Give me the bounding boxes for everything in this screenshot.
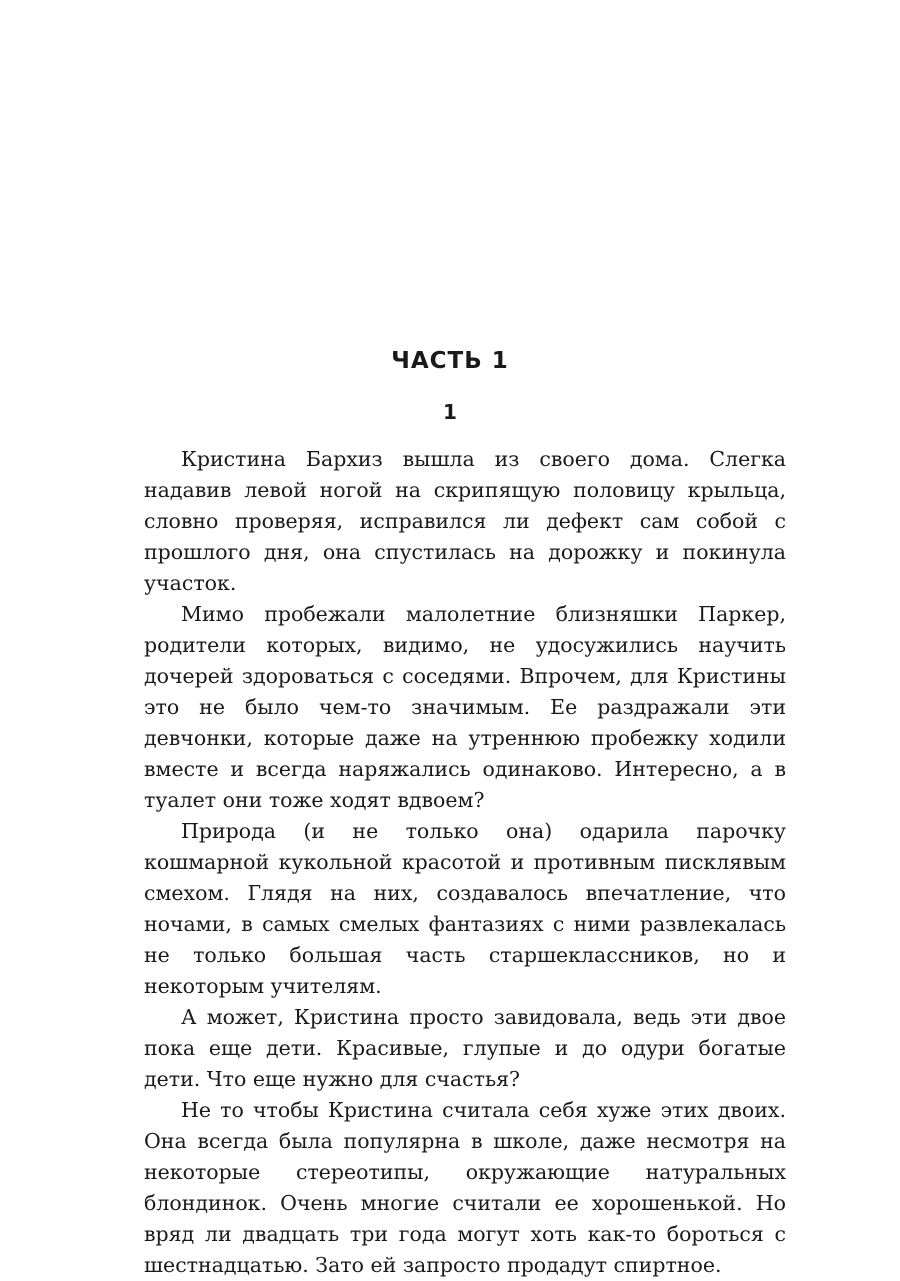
chapter-number: 1 xyxy=(443,400,457,424)
paragraph: Природа (и не только она) одарила парочку кошмарной кукольной красотой и противным писклявым смехом. Глядя на них, создавалось впечатление, что ночами, в самых смелых фантазиях с ними развлекалась не только большая часть старшеклассников, но и некоторым учителям. xyxy=(144,819,786,998)
paragraph: Мимо пробежали малолетние близняшки Паркер, родители которых, видимо, не удосужились научить дочерей здороваться с соседями. Впрочем, для Кристины это не было чем-то значимым. Ее раздражали эти девчонки, которые даже на утреннюю пробежку ходили вместе и всегда наряжались одинаково. Интересно, а в туалет они тоже ходят вдвоем? xyxy=(144,602,786,812)
paragraph: Кристина Бархиз вышла из своего дома. Слегка надавив левой ногой на скрипящую половицу крыльца, словно проверяя, исправился ли дефект сам собой с прошлого дня, она спустилась на дорожку и покинула участок. xyxy=(144,447,786,595)
chapter-text xyxy=(144,444,786,1281)
part-title: ЧАСТЬ 1 xyxy=(391,348,509,374)
paragraph: А может, Кристина просто завидовала, ведь эти двое пока еще дети. Красивые, глупые и до одури богатые дети. Что еще нужно для счастья? xyxy=(144,1005,786,1091)
paragraph: Не то чтобы Кристина считала себя хуже этих двоих. Она всегда была популярна в школе, даже несмотря на некоторые стереотипы, окружающие натуральных блондинок. Очень многие считали ее хорошенькой. Но вряд ли двадцать три года могут хоть как-то бороться с шестнадцатью. Зато ей запросто продадут спиртное. xyxy=(144,1098,786,1277)
